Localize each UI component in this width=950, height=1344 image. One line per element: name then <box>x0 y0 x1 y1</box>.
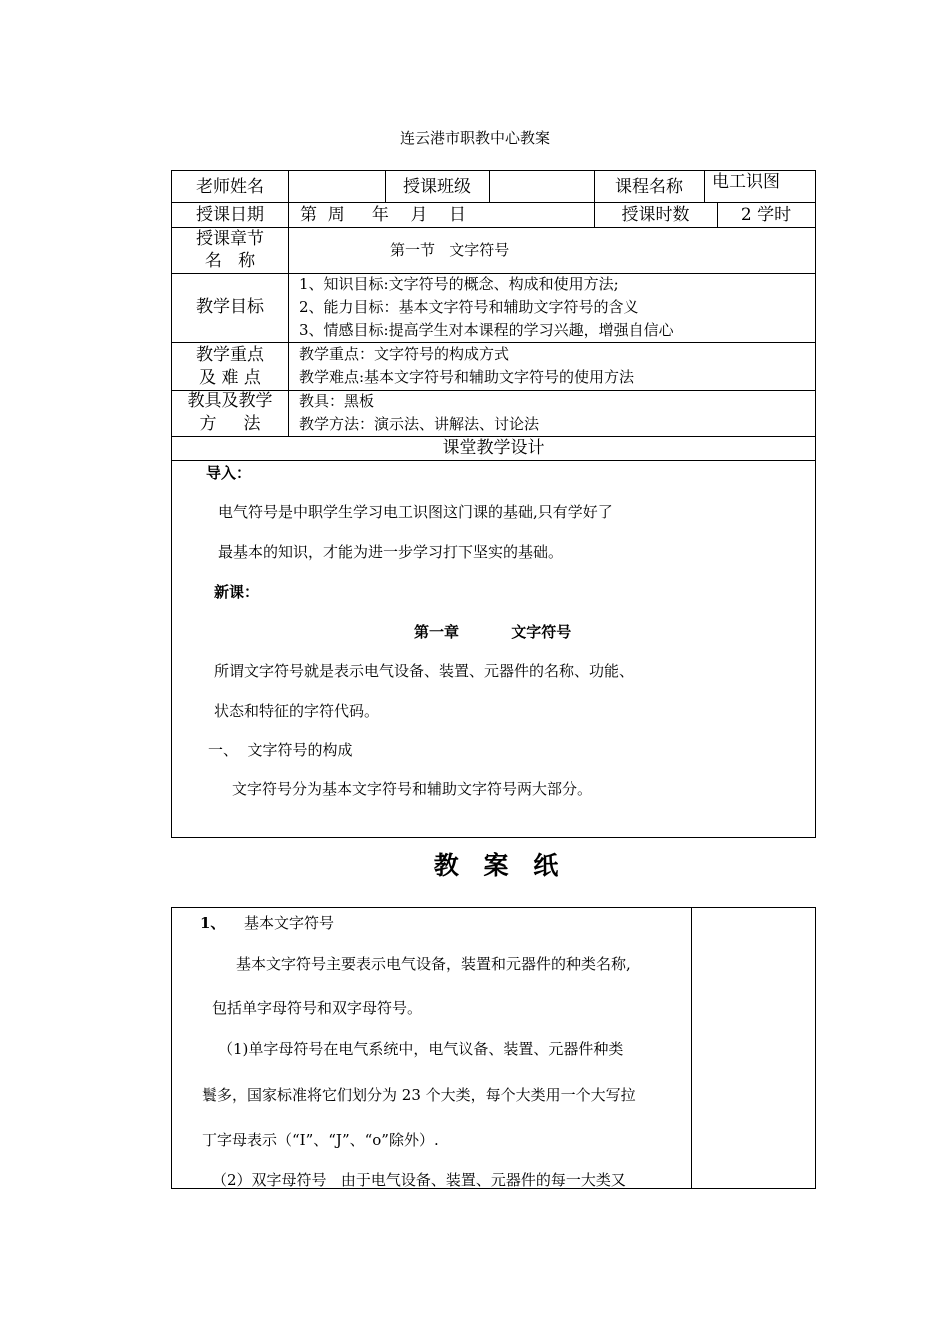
section-heading: 一、 文字符号的构成 <box>208 741 353 759</box>
teacher-label: 老师姓名 <box>196 177 264 197</box>
intro-line: 电气符号是中职学生学习电工识图这门课的基础,只有学好了 <box>218 503 613 521</box>
key-point: 教学重点：文字符号的构成方式 <box>299 345 510 363</box>
intro-heading: 导入： <box>206 464 252 482</box>
tools-label-line2: 方 法 <box>199 414 261 434</box>
col-divider <box>288 171 289 436</box>
intro-line: 最基本的知识，才能为进一步学习打下坚实的基础。 <box>218 543 564 561</box>
item-number: 1、 <box>200 914 226 932</box>
goal-item: 3、情感目标:提高学生对本课程的学习兴趣，增强自信心 <box>299 321 674 339</box>
hours-value: 2 学时 <box>740 205 792 225</box>
key-point: 教学难点:基本文字符号和辅助文字符号的使用方法 <box>299 368 635 386</box>
goal-item: 2、能力目标：基本文字符号和辅助文字符号的含义 <box>299 298 639 316</box>
paragraph-line: 丁字母表示（“I”、“J”、“o”除外）. <box>202 1131 439 1149</box>
document-title: 连云港市职教中心教案 <box>399 129 550 147</box>
design-header: 课堂教学设计 <box>442 438 545 458</box>
course-value: 电工识图 <box>712 172 780 192</box>
item-title: 基本文字符号 <box>244 914 335 932</box>
chapter-label-line1: 授课章节 <box>196 229 264 249</box>
tools-label-line1: 教具及教学 <box>187 391 273 411</box>
course-label: 课程名称 <box>615 177 683 197</box>
key-label-line1: 教学重点 <box>196 345 264 365</box>
lesson-continuation-table <box>171 907 816 1189</box>
section-text: 文字符号分为基本文字符号和辅助文字符号两大部分。 <box>232 780 593 798</box>
col-divider <box>704 171 705 202</box>
tools-item: 教学方法：演示法、讲解法、讨论法 <box>299 415 540 433</box>
paragraph-line: （2）双字母符号 由于电气设备、装置、元器件的每一大类又 <box>212 1171 626 1189</box>
goal-item: 1、知识目标:文字符号的概念、构成和使用方法; <box>299 275 619 293</box>
row-divider <box>172 202 815 203</box>
paragraph-line: 鬟多，国家标准将它们划分为 23 个大类，每个大类用一个大写拉 <box>202 1086 636 1104</box>
lesson-info-table <box>171 170 816 838</box>
lesson-paper-title: 教 案 纸 <box>433 851 567 880</box>
paragraph-line: 基本文字符号主要表示电气设备，装置和元器件的种类名称, <box>236 955 631 973</box>
hours-label: 授课时数 <box>621 205 690 225</box>
col-divider <box>691 908 692 1188</box>
chapter-label-line2: 名 称 <box>204 251 256 271</box>
date-label: 授课日期 <box>196 205 264 225</box>
date-value: 第 周 年 月 日 <box>300 205 467 225</box>
chapter-heading: 第一章 文字符号 <box>414 623 572 641</box>
goals-label: 教学目标 <box>196 297 264 317</box>
paragraph-line: 包括单字母符号和双字母符号。 <box>212 999 423 1017</box>
definition-line: 所谓文字符号就是表示电气设备、装置、元器件的名称、功能、 <box>214 662 635 680</box>
chapter-value: 第一节 文字符号 <box>390 241 510 259</box>
class-label: 授课班级 <box>403 177 471 197</box>
paragraph-line: （1)单字母符号在电气系统中，电气议备、装置、元器件种类 <box>218 1040 624 1058</box>
row-divider <box>172 460 815 461</box>
new-lesson-heading: 新课： <box>214 583 260 601</box>
definition-line: 状态和特征的字符代码。 <box>214 702 380 720</box>
tools-item: 教具：黑板 <box>299 392 375 410</box>
col-divider <box>489 171 490 202</box>
key-label-line2: 及 难 点 <box>199 368 261 388</box>
